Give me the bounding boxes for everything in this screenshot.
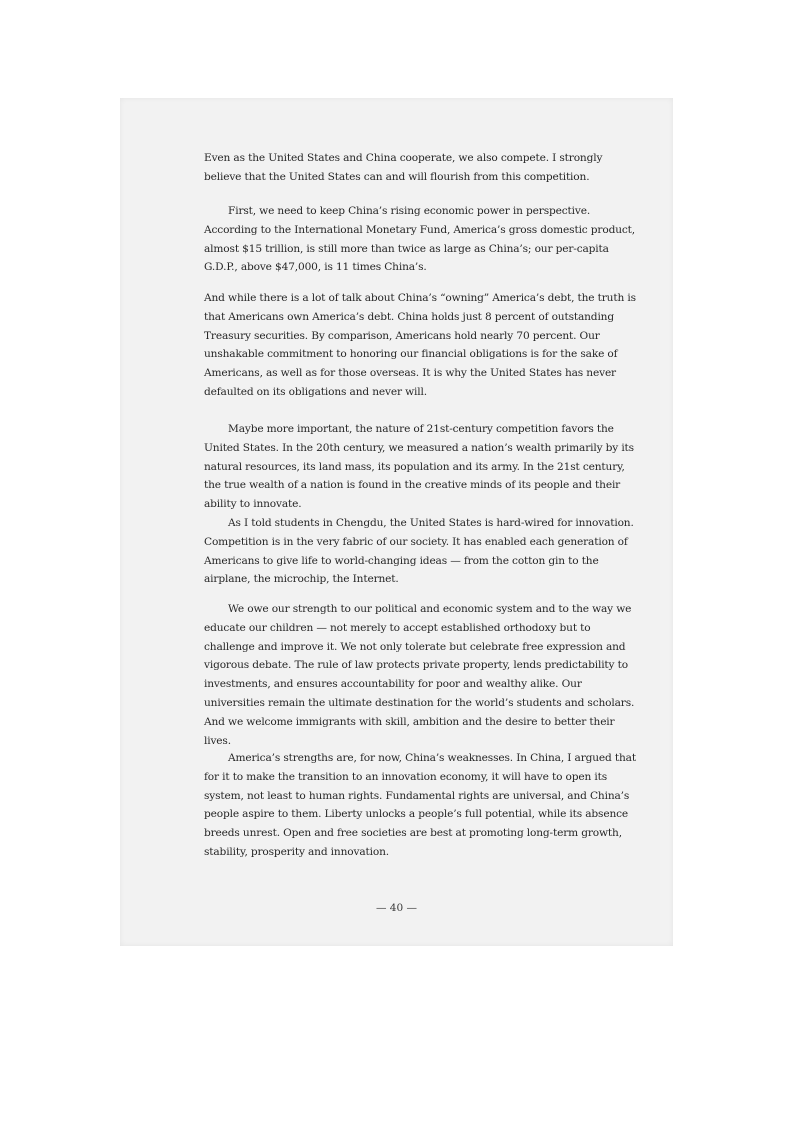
paragraph-4: Maybe more important, the nature of 21st-century competition favors the United States. In the 20th century, we measured a nation’s wealth primarily by its natural resources, its land mass, its population and its army. In the 21st century, the true wealth of a nation is found in the creative minds of its people and their ability to innovate. bbox=[204, 423, 634, 511]
page-number: — 40 — bbox=[375, 902, 418, 914]
paragraph-5: As I told students in Chengdu, the United States is hard-wired for innovation. Competition is in the very fabric of our society. It has enabled each generation of Americans to give life to world-changing ideas — from the cotton gin to the airplane, the microchip, the Internet. bbox=[204, 517, 634, 586]
paragraph-7: America’s strengths are, for now, China’s weaknesses. In China, I argued that for it to make the transition to an innovation economy, it will have to open its system, not least to human rights. Fundamental rights are universal, and China’s people aspire to them. Liberty unlocks a people’s full potential, while its absence breeds unrest. Open and free societies are best at promoting long-term growth, stability, prosperity and innovation. bbox=[204, 752, 636, 858]
paragraph-3: And while there is a lot of talk about China’s “owning” America’s debt, the truth is that Americans own America’s debt. China holds just 8 percent of outstanding Treasury securities. By comparison, Americans hold nearly 70 percent. Our unshakable commitment to honoring our financial obligations is for the sake of Americans, as well as for those overseas. It is why the United States has never defaulted on its obligations and never will. bbox=[204, 292, 636, 398]
paragraph-2: First, we need to keep China’s rising economic power in perspective. According to the International Monetary Fund, America’s gross domestic product, almost $15 trillion, is still more than twice as large as China’s; our per-capita G.D.P., above $47,000, is 11 times China’s. bbox=[204, 205, 635, 274]
paragraph-1: Even as the United States and China cooperate, we also compete. I strongly believe that the United States can and will flourish from this competition. bbox=[204, 152, 603, 183]
paragraph-6: We owe our strength to our political and economic system and to the way we educate our children — not merely to accept established orthodoxy but to challenge and improve it. We not only tolerate but celebrate free expression and vigorous debate. The rule of law protects private property, lends predictability to investments, and ensures accountability for poor and wealthy alike. Our universities remain the ultimate destination for the world’s students and scholars. And we welcome immigrants with skill, ambition and the desire to better their lives. bbox=[204, 603, 635, 747]
